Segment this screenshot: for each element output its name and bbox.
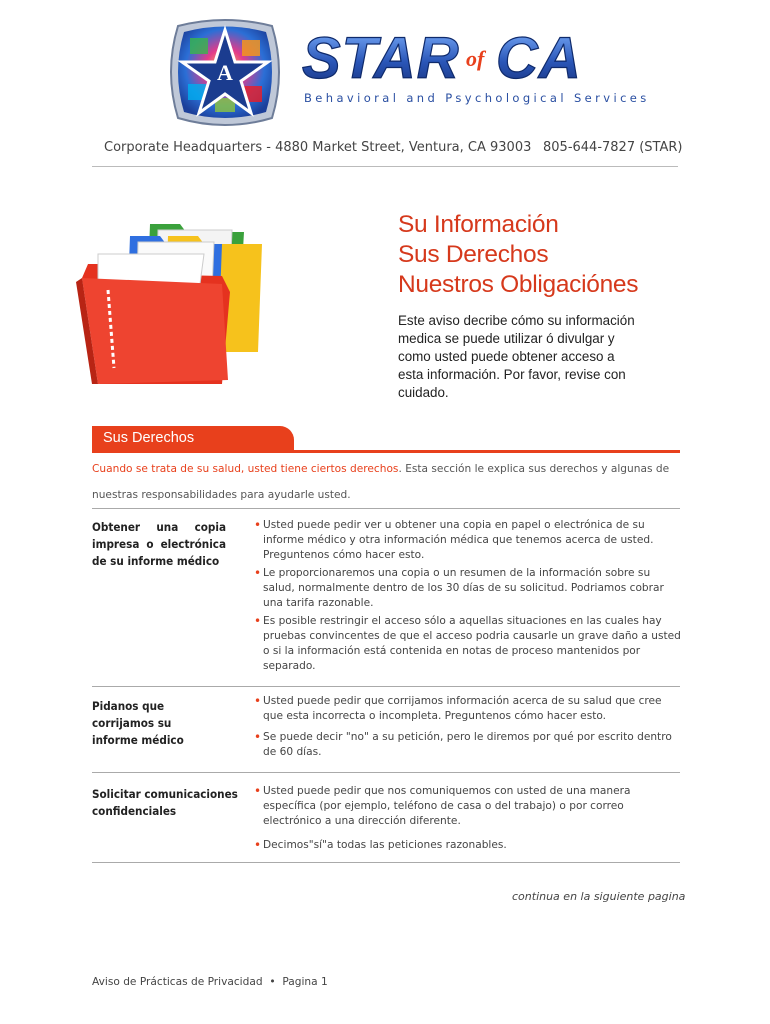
bullet-dot-icon: • [254, 694, 262, 708]
brand-of-text: of [466, 46, 485, 71]
page-number: Pagina 1 [282, 976, 328, 988]
bullet-dot-icon: • [254, 518, 262, 532]
list-item [254, 614, 684, 674]
row-divider [92, 686, 680, 687]
row-heading: Obtener una copia impresa o electrónica de su informe médico [92, 520, 226, 568]
row-divider [92, 862, 680, 863]
bullet-dot-icon: • [254, 838, 262, 852]
list-item [254, 518, 684, 563]
phone-number: 805-644-7827 (STAR) [543, 140, 683, 155]
list-item [254, 838, 684, 853]
section-title: Sus Derechos [103, 430, 195, 446]
bullet-text: Usted puede pedir que nos comuniquemos con usted de una manera específica (por ejemplo, teléfono de casa o del trabajo) o por correo electrónico a una dirección diferente. [263, 785, 631, 827]
footer-separator: • [269, 976, 276, 988]
row-bullets [254, 518, 684, 674]
section-rule [92, 450, 680, 453]
row-bullets [254, 784, 684, 853]
list-item [254, 566, 684, 611]
intro-text: . Esta sección le explica sus derechos y algunas de nuestras responsabilidades para ayudarle usted. [92, 463, 670, 501]
svg-text:A: A [217, 60, 233, 85]
hero-title [398, 210, 638, 300]
bullet-text: Se puede decir "no" a su petición, pero le diremos por qué por escrito dentro de 60 días. [263, 731, 672, 758]
headquarters-address: Corporate Headquarters - 4880 Market Street, Ventura, CA 93003 [104, 140, 532, 155]
list-item [254, 694, 684, 724]
brand-wordmark [300, 26, 620, 88]
bullet-dot-icon: • [254, 784, 262, 798]
row-divider [92, 772, 680, 773]
bullet-dot-icon: • [254, 614, 262, 628]
continued-note: continua en la siguiente pagina [512, 890, 686, 903]
page-footer [92, 976, 328, 988]
hero-title-line: Sus Derechos [398, 241, 549, 268]
row-heading: Pidanos que corrijamos su informe médico [92, 699, 184, 747]
row-heading: Solicitar comunicaciones confidenciales [92, 787, 238, 818]
star-seal-logo [160, 14, 290, 132]
header-divider [92, 166, 678, 167]
intro-highlight: Cuando se trata de su salud, usted tiene ciertos derechos [92, 463, 399, 475]
bullet-dot-icon: • [254, 730, 262, 744]
list-item [254, 784, 684, 829]
bullet-text: Usted puede pedir ver u obtener una copia en papel o electrónica de su informe médico y otra información médica que tenemos acerca de usted. Preguntenos cómo hacer esto. [263, 519, 654, 561]
bullet-dot-icon: • [254, 566, 262, 580]
row-divider [92, 508, 680, 509]
bullet-text: Usted puede pedir que corrijamos información acerca de su salud que cree que esta incorrecta o incompleta. Preguntenos cómo hacer esto. [263, 695, 662, 722]
brand-ca-text: CA [496, 26, 582, 88]
row-bullets [254, 694, 684, 760]
brand-tagline: Behavioral and Psychological Services [304, 91, 650, 105]
list-item [254, 730, 684, 760]
brand-star-text: STAR [302, 26, 460, 88]
hero-title-line: Su Información [398, 211, 559, 238]
section-intro [92, 456, 682, 508]
bullet-text: Le proporcionaremos una copia o un resumen de la información sobre su salud, normalmente dentro de los 30 días de su solicitud. Podriamos cobrar una tarifa razonable. [263, 567, 664, 609]
footer-title: Aviso de Prácticas de Privacidad [92, 976, 263, 988]
folders-illustration [72, 218, 272, 388]
bullet-text: Decimos"sí"a todas las peticiones razonables. [263, 839, 507, 851]
hero-title-line: Nuestros Obligaciónes [398, 271, 639, 298]
hero-description: Este aviso decribe cómo su información medica se puede utilizar ó divulgar y como usted puede obtener acceso a esta información. Por favor, revise con cuidado. [398, 313, 635, 400]
bullet-text: Es posible restringir el acceso sólo a aquellas situaciones en las cuales hay pruebas convincentes de que el acceso podria causarle un grave daño a usted o si la información está contenida en notas de proceso mantenidos por separado. [263, 615, 681, 672]
